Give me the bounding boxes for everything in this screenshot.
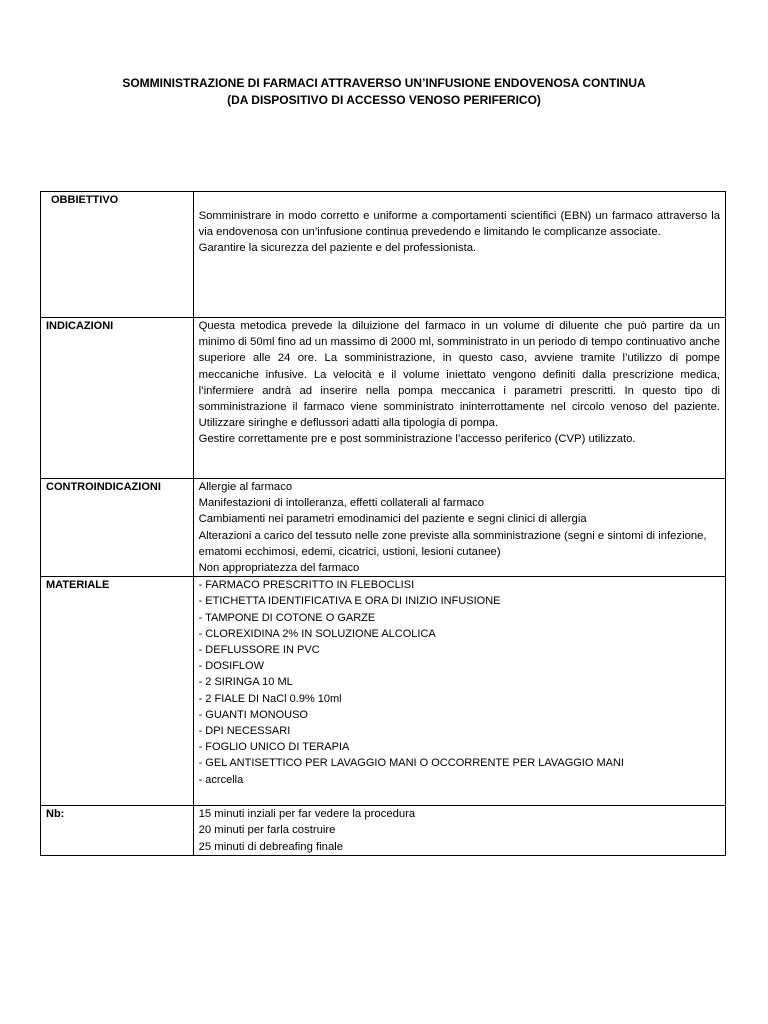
controindicazioni-line: Alterazioni a carico del tessuto nelle zone previste alla somministrazione (segni e sintomi di infezione, ematomi ecchimosi, edemi, cicatrici, ustioni, lesioni cutanee) xyxy=(198,529,707,558)
row-content-obiettivo xyxy=(193,192,725,318)
row-content-materiale xyxy=(193,577,725,806)
table-row-indicazioni xyxy=(41,318,726,479)
materiale-item: - ETICHETTA IDENTIFICATIVA E ORA DI INIZIO INFUSIONE xyxy=(198,595,501,608)
materiale-item: - acrcella xyxy=(198,773,244,786)
document-title xyxy=(0,75,768,109)
nb-line: 15 minuti inziali per far vedere la procedura xyxy=(198,808,416,821)
materiale-item: - DPI NECESSARI xyxy=(198,725,291,738)
nb-line: 20 minuti per farla costruire xyxy=(198,824,336,837)
row-label-obiettivo: OBBIETTIVO xyxy=(41,192,194,318)
materiale-item: - DEFLUSSORE IN PVC xyxy=(198,644,320,657)
table-row-controindicazioni xyxy=(41,479,726,577)
materiale-item: - 2 SIRINGA 10 ML xyxy=(198,676,293,689)
nb-line: 25 minuti di debreafing finale xyxy=(198,840,344,853)
materiale-item: - GEL ANTISETTICO PER LAVAGGIO MANI O OCCORRENTE PER LAVAGGIO MANI xyxy=(198,757,624,770)
materiale-item: - FOGLIO UNICO DI TERAPIA xyxy=(198,741,350,754)
materiale-item: - CLOREXIDINA 2% IN SOLUZIONE ALCOLICA xyxy=(198,627,436,640)
obiettivo-text-2: Garantire la sicurezza del paziente e del professionista. xyxy=(198,242,477,255)
row-label-materiale: MATERIALE xyxy=(41,577,194,806)
controindicazioni-line: Manifestazioni di intolleranza, effetti collaterali al farmaco xyxy=(198,497,485,510)
row-label-nb: Nb: xyxy=(41,806,194,856)
materiale-item: - TAMPONE DI COTONE O GARZE xyxy=(198,611,376,624)
title-line-2: (DA DISPOSITIVO DI ACCESSO VENOSO PERIFERICO) xyxy=(227,93,541,107)
table-row-materiale xyxy=(41,577,726,806)
protocol-table xyxy=(40,191,726,856)
indicazioni-text-1: Questa metodica prevede la diluizione del farmaco in un volume di diluente che può partire da un minimo di 50ml fino ad un massimo di 2000 ml, somministrato in un periodo di tempo continuativo anche superiore alle 24 ore. La somministrazione, in questo caso, avviene tramite l’utilizzo di pompe meccaniche infusive. La velocità e il volume iniettato vengono definiti dalla prescrizione medica, l’infermiere andrà ad inserire nella pompa meccanica i parametri prescritti. In questo tipo di somministrazione il farmaco viene somministrato ininterrottamente nel circolo venoso del paziente. Utilizzare siringhe e deflussori adatti alla tipologia di pompa. xyxy=(198,320,720,430)
materiale-item: - FARMACO PRESCRITTO IN FLEBOCLISI xyxy=(198,579,415,592)
obiettivo-text-1: Somministrare in modo corretto e uniforme a comportamenti scientifici (EBN) un farmaco attraverso la via endovenosa con un’infusione continua prevedendo e limitando le complicanze associate. xyxy=(198,210,720,239)
title-line-1: SOMMINISTRAZIONE DI FARMACI ATTRAVERSO UN’INFUSIONE ENDOVENOSA CONTINUA xyxy=(122,76,646,90)
table-row-obiettivo xyxy=(41,192,726,318)
materiale-item: - 2 FIALE DI NaCl 0.9% 10ml xyxy=(198,692,342,705)
row-label-indicazioni: INDICAZIONI xyxy=(41,318,194,479)
table-row-nb xyxy=(41,806,726,856)
row-label-controindicazioni: CONTROINDICAZIONI xyxy=(41,479,194,577)
row-content-nb xyxy=(193,806,725,856)
materiale-item: - GUANTI MONOUSO xyxy=(198,708,308,721)
materiale-item: - DOSIFLOW xyxy=(198,660,264,673)
indicazioni-text-2: Gestire correttamente pre e post somministrazione l’accesso periferico (CVP) utilizzato. xyxy=(198,433,636,446)
row-content-indicazioni xyxy=(193,318,725,479)
controindicazioni-line: Non appropriatezza del farmaco xyxy=(198,562,360,575)
controindicazioni-line: Allergie al farmaco xyxy=(198,481,293,493)
controindicazioni-line: Cambiamenti nei parametri emodinamici del paziente e segni clinici di allergia xyxy=(198,513,587,526)
row-content-controindicazioni xyxy=(193,479,725,577)
